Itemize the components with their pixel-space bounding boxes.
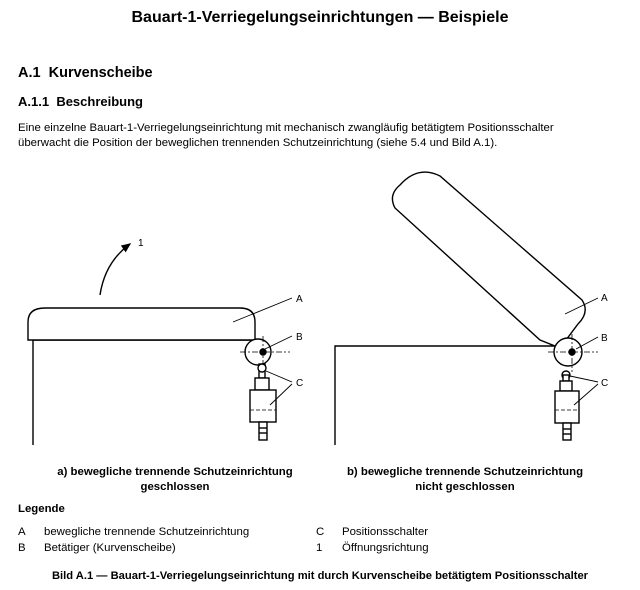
figure-a-closed: [28, 244, 292, 445]
label-a-fig-a: A: [296, 294, 303, 305]
label-c-fig-a: C: [296, 378, 304, 389]
roller-a: [258, 364, 266, 372]
guard-open: [392, 172, 585, 348]
interlock-figure: [0, 160, 640, 460]
figure-caption: Bild A.1 — Bauart-1-Verriegelungseinrichtung mit durch Kurvenscheibe betätigtem Positionsschalter: [51, 570, 589, 582]
guard-closed: [28, 308, 255, 340]
switch-head-b: [560, 381, 572, 391]
plunger-b: [563, 375, 569, 381]
description-paragraph: [18, 121, 628, 151]
caption-figure-a: [30, 465, 320, 495]
legend-text-b: Betätiger (Kurvenscheibe): [44, 542, 176, 554]
section-number: A.1: [18, 65, 41, 81]
paragraph-line: überwacht die Position der beweglichen trennenden Schutzeinrichtung (siehe 5.4 und Bild A.1).: [18, 137, 498, 149]
label-1: 1: [138, 238, 144, 249]
caption-a-line2: geschlossen: [140, 481, 210, 493]
label-b-fig-a: B: [296, 332, 303, 343]
subsection-title: Beschreibung: [56, 94, 143, 109]
subsection-heading: [18, 94, 143, 109]
caption-b-line2: nicht geschlossen: [415, 481, 515, 493]
label-b-fig-b: B: [601, 333, 608, 344]
document-title: Bauart-1-Verriegelungseinrichtungen — Beispiele: [131, 9, 509, 26]
legend-key-b: B: [18, 542, 26, 554]
switch-body-a: [250, 390, 276, 422]
legend-text-1: Öffnungsrichtung: [342, 542, 429, 554]
caption-a-line1: a) bewegliche trennende Schutzeinrichtung: [57, 466, 293, 478]
label-a-fig-b: A: [601, 293, 608, 304]
figure-b-open: [335, 172, 598, 445]
label-c-fig-b: C: [601, 378, 609, 389]
section-heading: [18, 65, 153, 81]
legend-text-c: Positionsschalter: [342, 526, 429, 538]
caption-b-line1: b) bewegliche trennende Schutzeinrichtung: [346, 466, 584, 478]
paragraph-line: Eine einzelne Bauart-1-Verriegelungseinrichtung mit mechanisch zwangläufig betätigtem Positionsschalter: [18, 122, 554, 134]
legend-key-1: 1: [316, 542, 323, 554]
legend-key-a: A: [18, 526, 26, 538]
legend-title: Legende: [18, 503, 65, 515]
switch-connector-a: [259, 422, 267, 440]
opening-direction-arrow: [100, 244, 130, 295]
machine-body-b: [335, 346, 555, 445]
switch-head-a: [255, 378, 269, 390]
subsection-number: A.1.1: [18, 94, 50, 109]
caption-figure-b: [320, 465, 610, 495]
switch-connector-b: [563, 423, 571, 440]
switch-body-b: [555, 391, 579, 423]
legend-text-a: bewegliche trennende Schutzeinrichtung: [44, 526, 250, 538]
section-title: Kurvenscheibe: [48, 65, 153, 81]
legend-key-c: C: [316, 526, 325, 538]
machine-body-a: [33, 340, 253, 445]
